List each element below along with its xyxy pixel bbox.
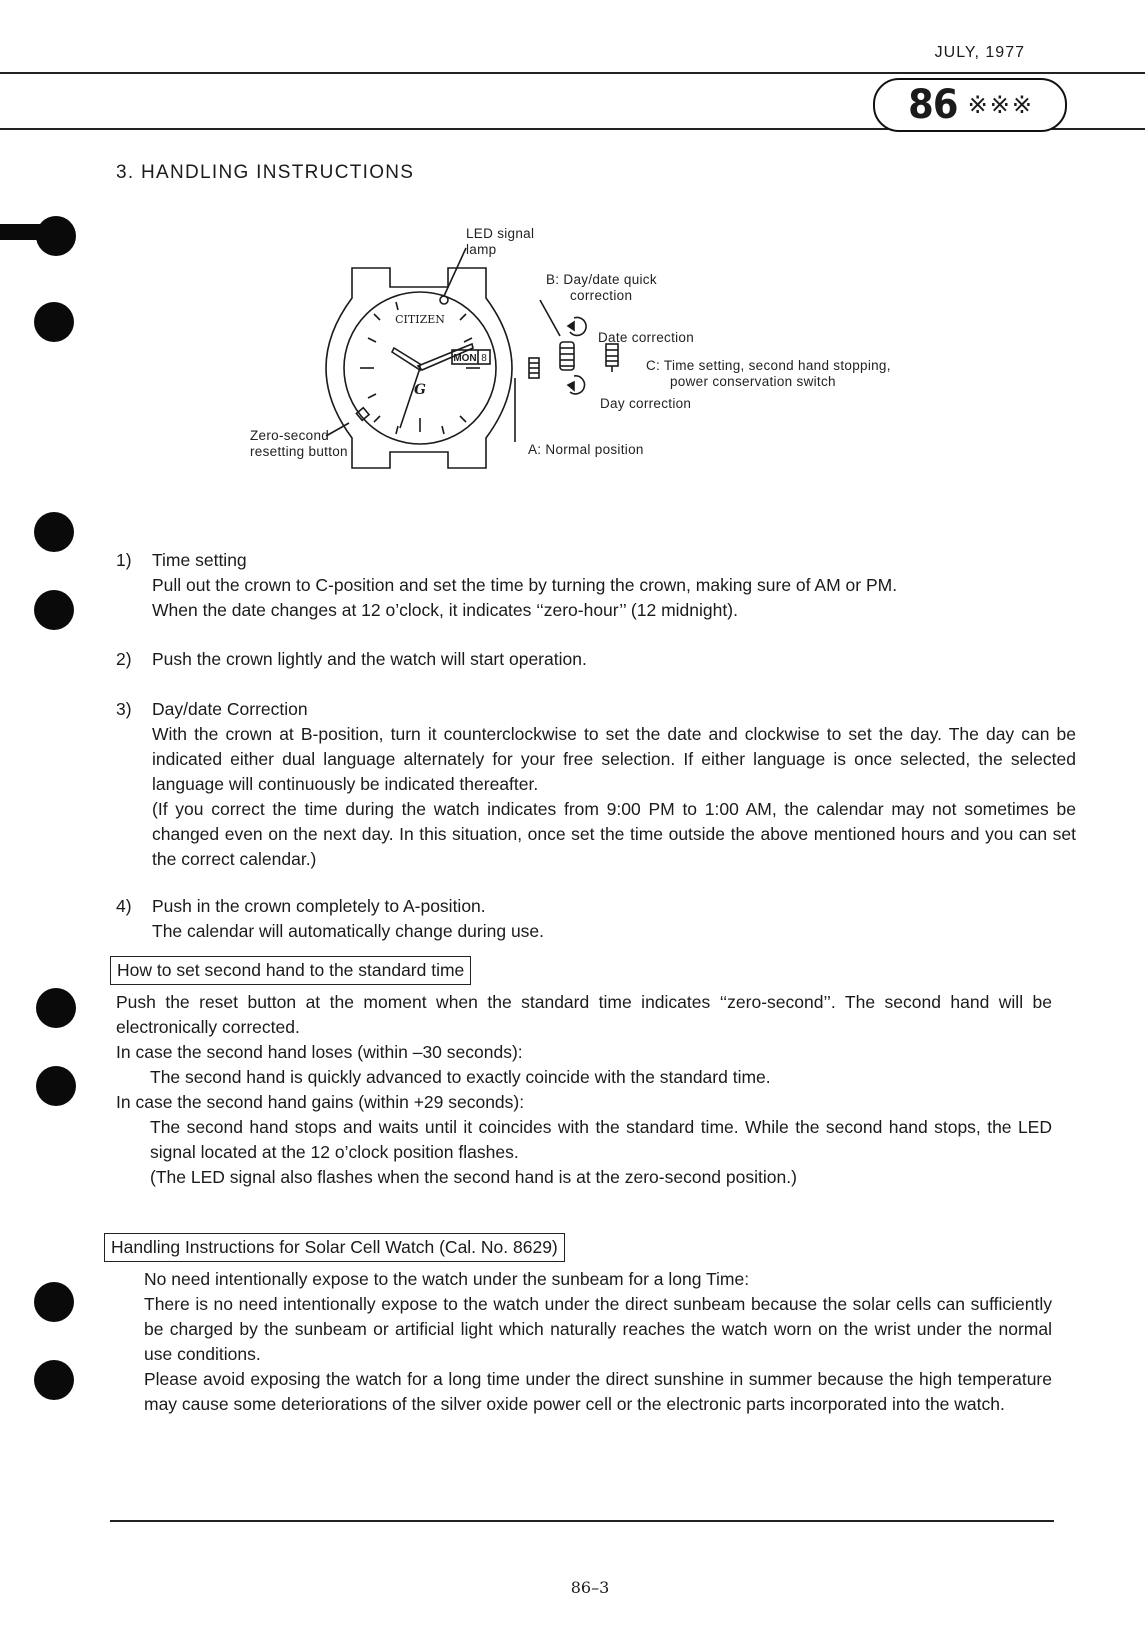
solar-title: Handling Instructions for Solar Cell Watch (Cal. No. 8629) bbox=[104, 1233, 565, 1262]
binder-hole bbox=[36, 988, 76, 1028]
binder-hole bbox=[34, 302, 74, 342]
instruction-text: When the date changes at 12 o’clock, it indicates ‘‘zero-hour’’ (12 midnight). bbox=[152, 600, 738, 620]
instruction-title: Push in the crown completely to A-position. bbox=[152, 896, 486, 916]
label-c-position: C: Time setting, second hand stopping, power conservation switch bbox=[646, 358, 891, 389]
dial-date: 8 bbox=[481, 353, 487, 364]
instruction-1: 1) Time setting Pull out the crown to C-position and set the time by turning the crown, making sure of AM or PM. When the date changes at 12 o’clock, it indicates ‘‘zero-hour’’ (12 midnight). bbox=[116, 548, 1076, 623]
instruction-3: 3) Day/date Correction With the crown at B-position, turn it counterclockwise to set the date and clockwise to set the day. The day can be indicated either dual language alternately for your free selection. If either language is once selected, the selected language will continuously be indicated thereafter. (If you correct the time during the watch indicates from 9:00 PM to 1:00 AM, the calendar may not sometimes be changed even on the next day. In this situation, once set the time outside the above mentioned hours and you can set the correct calendar.) bbox=[116, 697, 1076, 872]
instruction-text: Pull out the crown to C-position and set the time by turning the crown, making sure of AM or PM. bbox=[152, 575, 898, 595]
dial-brand: CITIZEN bbox=[395, 313, 445, 326]
binder-hole bbox=[34, 1360, 74, 1400]
label-zero-second: Zero-second resetting button bbox=[250, 428, 348, 459]
footer-rule bbox=[110, 1520, 1054, 1522]
instruction-text: With the crown at B-position, turn it counterclockwise to set the date and clockwise to set the day. The day can be indicated either dual language alternately for your free selection. If either language is once selected, the selected language will continuously be indicated thereafter. bbox=[152, 724, 1076, 794]
instruction-text: The calendar will automatically change during use. bbox=[152, 921, 545, 941]
label-b-position: B: Day/date quick correction bbox=[546, 272, 657, 303]
hour-hand bbox=[392, 348, 420, 370]
instruction-2: 2) Push the crown lightly and the watch will start operation. bbox=[116, 647, 1076, 672]
page-number: 86–3 bbox=[570, 1578, 610, 1597]
led-lamp bbox=[440, 296, 448, 304]
header-rule-top bbox=[0, 72, 1145, 74]
second-hand bbox=[400, 368, 420, 428]
instruction-title: Time setting bbox=[152, 550, 247, 570]
solar-text: No need intentionally expose to the watch under the sunbeam for a long Time: There is no need intentionally expose to the watch under the direct sunbeam because the solar cells can sufficiently be charged by the sunbeam or artificial light which naturally reaches the watch worn on the wrist under the normal use conditions. Please avoid exposing the watch for a long time under the direct sunshine in summer because the high temperature may cause some deteriorations of the silver oxide power cell or the electronic parts incorporated into the watch. bbox=[144, 1269, 1052, 1414]
instruction-4: 4) Push in the crown completely to A-position. The calendar will automatically change during use. bbox=[116, 894, 1076, 944]
instruction-text: (If you correct the time during the watch indicates from 9:00 PM to 1:00 AM, the calendar may not sometimes be changed even on the next day. In this situation, once set the time outside the above mentioned hours and you can set the correct calendar.) bbox=[152, 799, 1076, 869]
binder-hole bbox=[34, 1282, 74, 1322]
dial-day: MON bbox=[453, 353, 477, 364]
label-day-correction: Day correction bbox=[600, 396, 692, 411]
issue-date: JULY, 1977 bbox=[934, 44, 1025, 61]
model-suffix: ※※※ bbox=[967, 91, 1034, 119]
model-number: 86 bbox=[908, 82, 958, 128]
second-hand-title: How to set second hand to the standard time bbox=[110, 956, 471, 985]
binder-hole-tear bbox=[0, 224, 50, 240]
binder-hole bbox=[36, 1066, 76, 1106]
second-hand-text: Push the reset button at the moment when the standard time indicates ‘‘zero-second’’. The second hand will be electronically corrected. In case the second hand loses (within –30 seconds): The second hand is quickly advanced to exactly coincide with the standard time. In case the second hand gains (within +29 seconds): The second hand stops and waits until it coincides with the standard time. While the second hand stops, the LED signal located at the 12 o’clock position flashes. (The LED signal also flashes when the second hand is at the zero-second position.) bbox=[116, 992, 1052, 1187]
model-number-badge bbox=[873, 78, 1067, 132]
instruction-title: Day/date Correction bbox=[152, 699, 308, 719]
label-date-correction: Date correction bbox=[598, 330, 695, 345]
label-a-position: A: Normal position bbox=[528, 442, 644, 457]
binder-hole bbox=[34, 590, 74, 630]
label-led-signal: LED signal lamp bbox=[466, 226, 535, 257]
section-title: 3. HANDLING INSTRUCTIONS bbox=[116, 162, 415, 183]
binder-hole bbox=[34, 512, 74, 552]
dial-logo: G bbox=[414, 382, 426, 398]
instruction-title: Push the crown lightly and the watch will start operation. bbox=[152, 649, 587, 669]
